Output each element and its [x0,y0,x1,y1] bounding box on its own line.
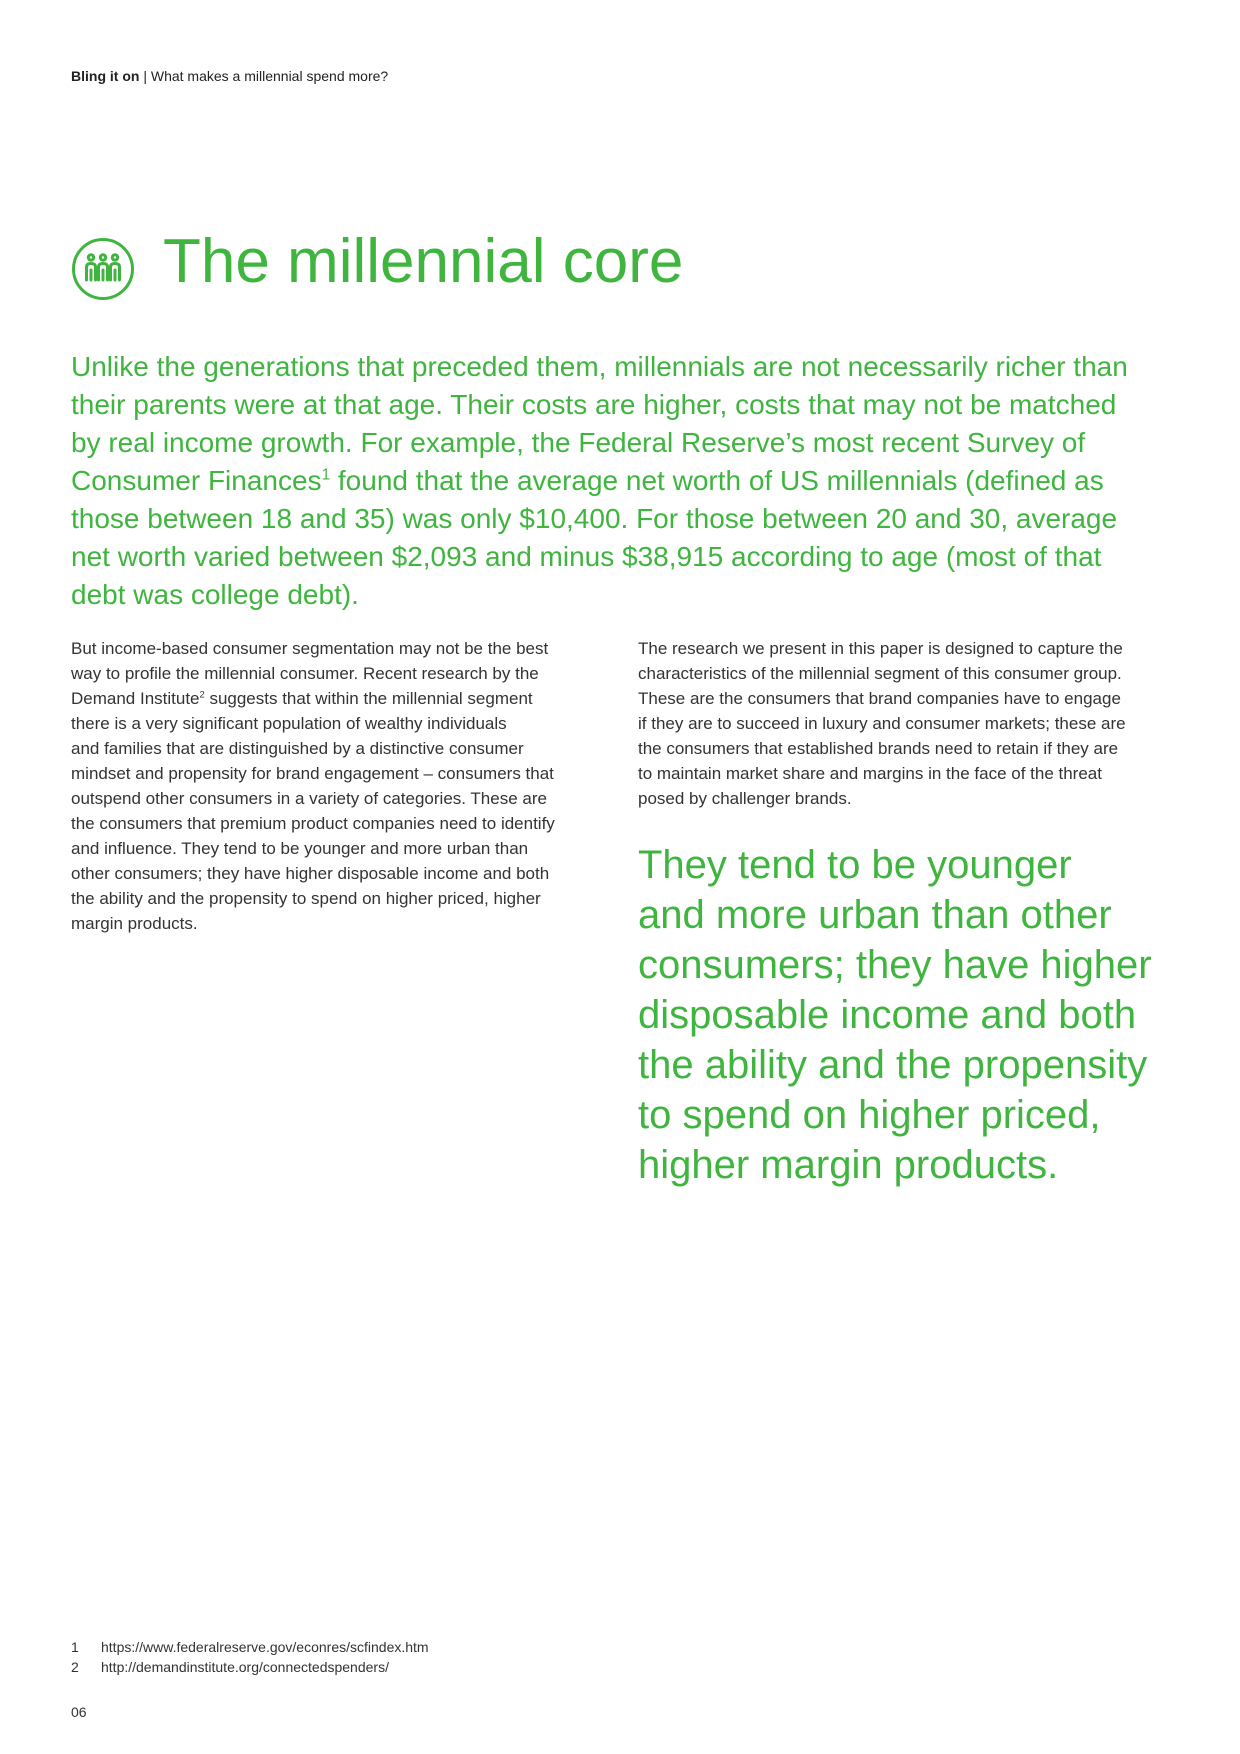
lead-line: Unlike the generations that preceded them, millennials are not necessarily richer than [71,351,1128,382]
footnote-ref: 2 [199,689,205,700]
page-number: 06 [71,1704,87,1720]
footnote-link[interactable]: https://www.federalreserve.gov/econres/scfindex.htm [101,1639,429,1655]
lead-line [71,462,1181,500]
pull-quote-line: and more urban than other [638,893,1112,937]
body-line: to maintain market share and margins in the face of the threat [638,764,1102,783]
body-line: the consumers that established brands need to retain if they are [638,739,1119,758]
lead-paragraph [71,348,1181,614]
pull-quote-line: They tend to be younger [638,843,1072,887]
pull-quote-line: to spend on higher priced, [638,1093,1101,1137]
body-text: suggests that within the millennial segment [204,689,533,708]
pull-quote [638,840,1198,1190]
body-line: and families that are distinguished by a distinctive consumer [71,739,524,758]
pull-quote-line: higher margin products. [638,1143,1059,1187]
body-line: The research we present in this paper is designed to capture the [638,639,1123,658]
footnotes [71,1637,429,1677]
lead-text: Consumer Finances [71,465,322,496]
body-line: characteristics of the millennial segment of this consumer group. [638,664,1122,683]
body-text: Demand Institute [71,689,200,708]
body-line: and influence. They tend to be younger and more urban than [71,839,529,858]
body-line: mindset and propensity for brand engagement – consumers that [71,764,554,783]
footnote-link[interactable]: http://demandinstitute.org/connectedspenders/ [101,1659,389,1675]
body-line: These are the consumers that brand companies have to engage [638,689,1121,708]
body-line: outspend other consumers in a variety of categories. These are [71,789,547,808]
body-line: But income-based consumer segmentation may not be the best [71,639,549,658]
people-group-icon [71,237,135,301]
lead-line: by real income growth. For example, the Federal Reserve’s most recent Survey of [71,427,1086,458]
footnote [71,1657,429,1677]
lead-line: net worth varied between $2,093 and minus $38,915 according to age (most of that [71,541,1102,572]
body-line: there is a very significant population of wealthy individuals [71,714,507,733]
lead-line: those between 18 and 35) was only $10,400. For those between 20 and 30, average [71,503,1118,534]
pull-quote-line: disposable income and both [638,993,1137,1037]
lead-text: found that the average net worth of US millennials (defined as [330,465,1104,496]
report-subtitle: What makes a millennial spend more? [150,68,389,84]
footnote-number: 1 [71,1639,79,1655]
body-line: other consumers; they have higher disposable income and both [71,864,550,883]
body-column-right [638,636,1178,811]
footnote-number: 2 [71,1659,79,1675]
pull-quote-line: consumers; they have higher [638,943,1152,987]
body-line: posed by challenger brands. [638,789,852,808]
body-line: way to profile the millennial consumer. Recent research by the [71,664,539,683]
footnote [71,1637,429,1657]
section-title: The millennial core [163,227,684,296]
body-line: margin products. [71,914,198,933]
body-line [71,686,611,711]
body-line: the ability and the propensity to spend on higher priced, higher [71,889,541,908]
running-header [71,68,388,84]
body-line: if they are to succeed in luxury and consumer markets; these are [638,714,1126,733]
footnote-ref: 1 [321,466,331,484]
pull-quote-line: the ability and the propensity [638,1043,1148,1087]
lead-line: their parents were at that age. Their costs are higher, costs that may not be matched [71,389,1117,420]
body-line: the consumers that premium product companies need to identify [71,814,555,833]
report-title: Bling it on [71,68,140,84]
body-column-left [71,636,611,936]
lead-line: debt was college debt). [71,579,359,610]
header-separator: | [139,68,151,84]
